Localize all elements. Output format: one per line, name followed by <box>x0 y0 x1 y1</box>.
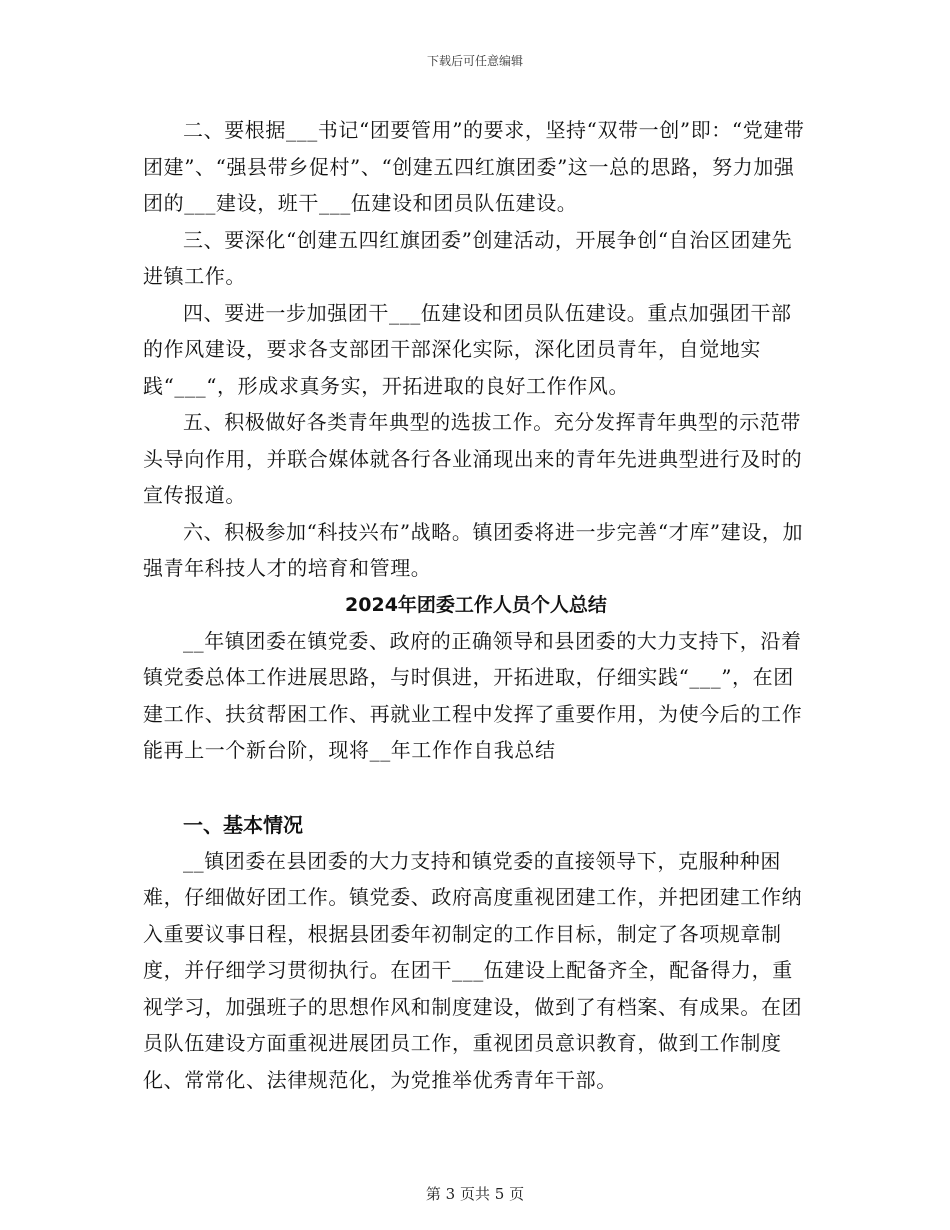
intro-paragraph: __年镇团委在镇党委、政府的正确领导和县团委的大力支持下，沿着镇党委总体工作进展思路，与时俱进，开拓进取，仔细实践“___”，在团建工作、扶贫帮困工作、再就业工程中发挥了重要作用，为使今后的工作能再上一个新台阶，现将__年工作作自我总结 <box>143 628 803 762</box>
basic-situation-paragraph: __镇团委在县团委的大力支持和镇党委的直接领导下，克服种种困难，仔细做好团工作。镇党委、政府高度重视团建工作，并把团建工作纳入重要议事日程，根据县团委年初制定的工作目标，制定了各项规章制度，并仔细学习贯彻执行。在团干___伍建设上配备齐全，配备得力，重视学习，加强班子的思想作风和制度建设，做到了有档案、有成果。在团员队伍建设方面重视进展团员工作，重视团员意识教育，做到工作制度化、常常化、法律规范化，为党推举优秀青年干部。 <box>143 848 803 1092</box>
spacer <box>143 769 809 807</box>
paragraph-5: 五、积极做好各类青年典型的选拔工作。充分发挥青年典型的示范带头导向作用，并联合媒体就各行各业涌现出来的青年先进典型进行及时的宣传报道。 <box>143 410 803 507</box>
paragraph-3: 三、要深化“创建五四红旗团委”创建活动，开展争创“自治区团建先进镇工作。 <box>143 227 793 288</box>
paragraph-6: 六、积极参加“科技兴布”战略。镇团委将进一步完善“才库”建设，加强青年科技人才的培育和管理。 <box>143 519 804 580</box>
page-footer: 第 3 页共 5 页 <box>425 1185 525 1203</box>
heading-basic-situation: 一、基本情况 <box>183 812 303 837</box>
document-body <box>143 112 809 1098</box>
page-header: 下载后可任意编辑 <box>426 54 523 68</box>
paragraph-4: 四、要进一步加强团干___伍建设和团员队伍建设。重点加强团干部的作风建设，要求各支部团干部深化实际，深化团员青年，自觉地实践“___“，形成求真务实，开拓进取的良好工作作风。 <box>143 300 792 398</box>
paragraph-2: 二、要根据___书记“团要管用”的要求，坚持“双带一创”即：“党建带团建”、“强县带乡促村”、“创建五四红旗团委”这一总的思路，努力加强团的___建设，班干___伍建设和团员队伍建设。 <box>143 118 805 215</box>
section-title: 2024年团委工作人员个人总结 <box>345 593 607 616</box>
